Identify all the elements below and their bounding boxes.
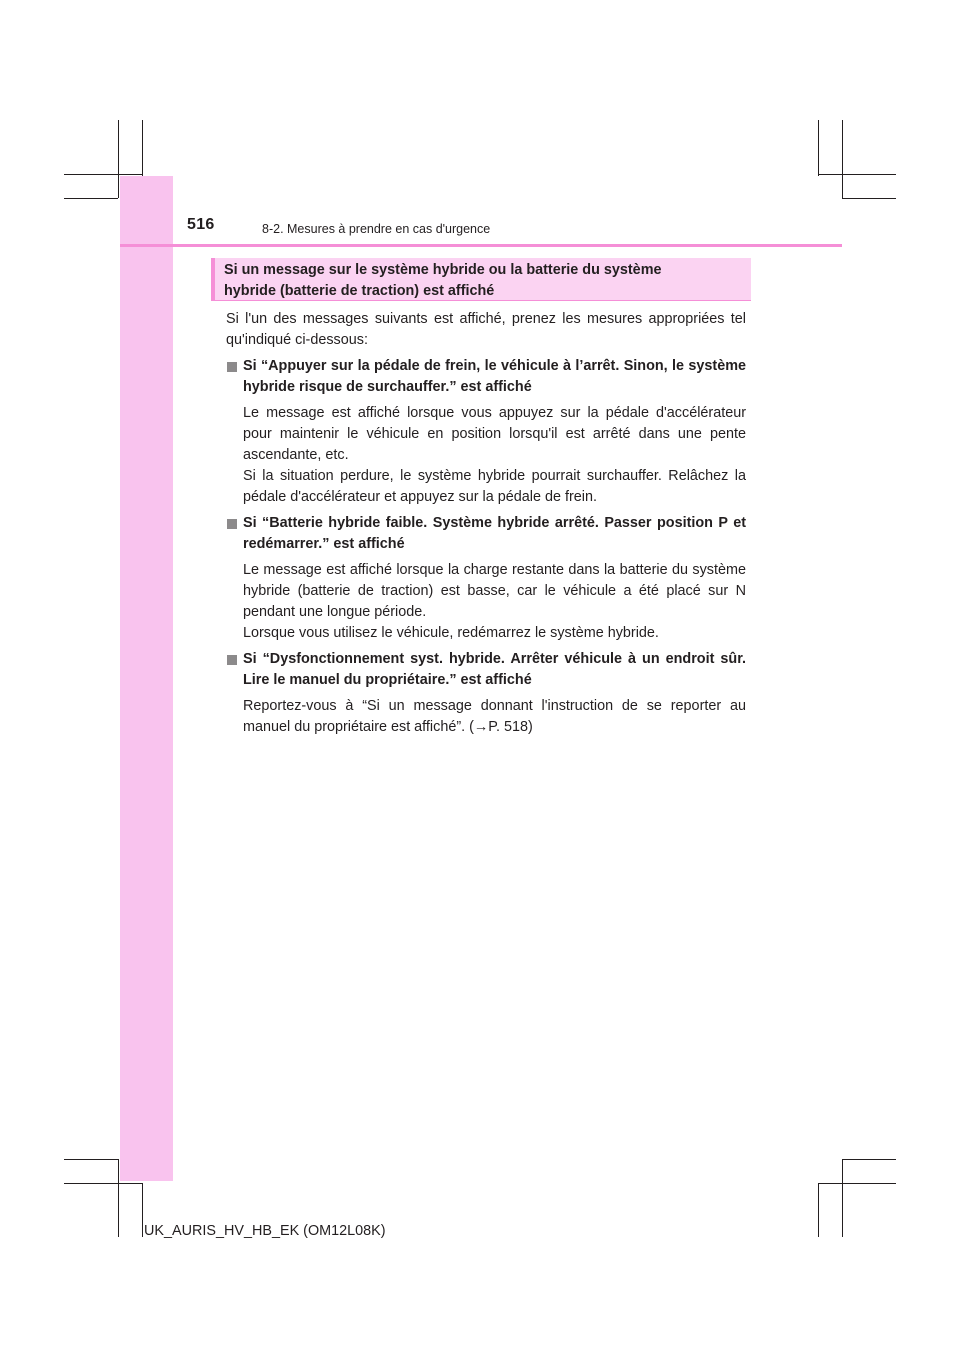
list-item [226,513,746,644]
chapter-side-tab [120,176,173,1181]
header-rule [120,244,842,247]
crop-mark [818,1183,896,1184]
crop-mark [842,120,843,198]
crop-mark [818,1183,819,1237]
section-heading-line-2: hybride (batterie de traction) est affiché [224,283,495,299]
crop-mark [64,174,142,175]
square-bullet-icon [227,362,237,372]
item-paragraph: Lorsque vous utilisez le véhicule, redémarrez le système hybride. [243,625,659,641]
item-paragraph: Le message est affiché lorsque vous appuyez sur la pédale d'accélérateur pour maintenir le véhicule en position lorsqu'il est arrêté dans une pente ascendante, etc. [243,405,746,463]
item-title: Si “Batterie hybride faible. Système hybride arrêté. Passer position P et redémarrer.” est affiché [243,515,746,552]
crop-mark [118,120,119,198]
crop-mark [818,174,896,175]
page-number: 516 [187,216,215,233]
item-title: Si “Appuyer sur la pédale de frein, le véhicule à l’arrêt. Sinon, le système hybride risque de surchauffer.” est affiché [243,358,746,395]
document-code-footer: UK_AURIS_HV_HB_EK (OM12L08K) [144,1223,386,1239]
crop-mark [842,198,896,199]
crop-mark [64,1159,118,1160]
body-text [226,309,746,738]
crop-mark [142,120,143,176]
crop-mark [118,1159,119,1237]
item-paragraph: Le message est affiché lorsque la charge restante dans la batterie du système hybride (batterie de traction) est basse, car le véhicule a été placé sur N pendant une longue période. [243,562,746,620]
crop-mark [842,1159,843,1237]
list-item [226,356,746,508]
crop-mark [64,198,118,199]
item-paragraph: Si la situation perdure, le système hybride pourrait surchauffer. Relâchez la pédale d'accélérateur et appuyez sur la pédale de frein. [243,468,746,505]
section-title: 8-2. Mesures à prendre en cas d'urgence [262,222,491,236]
square-bullet-icon [227,519,237,529]
item-title: Si “Dysfonctionnement syst. hybride. Arrêter véhicule à un endroit sûr. Lire le manuel du propriétaire.” est affiché [243,651,746,688]
section-heading [211,258,751,301]
section-heading-line-1: Si un message sur le système hybride ou la batterie du système [224,262,662,278]
crop-mark [142,1183,143,1237]
square-bullet-icon [227,655,237,665]
crop-mark [842,1159,896,1160]
list-item [226,649,746,738]
crop-mark [818,120,819,176]
item-paragraph: Reportez-vous à “Si un message donnant l'instruction de se reporter au manuel du propriétaire est affiché”. (→P. 518) [243,698,746,735]
crop-mark [64,1183,142,1184]
intro-paragraph: Si l'un des messages suivants est affiché, prenez les mesures appropriées tel qu'indiqué ci-dessous: [226,311,746,348]
